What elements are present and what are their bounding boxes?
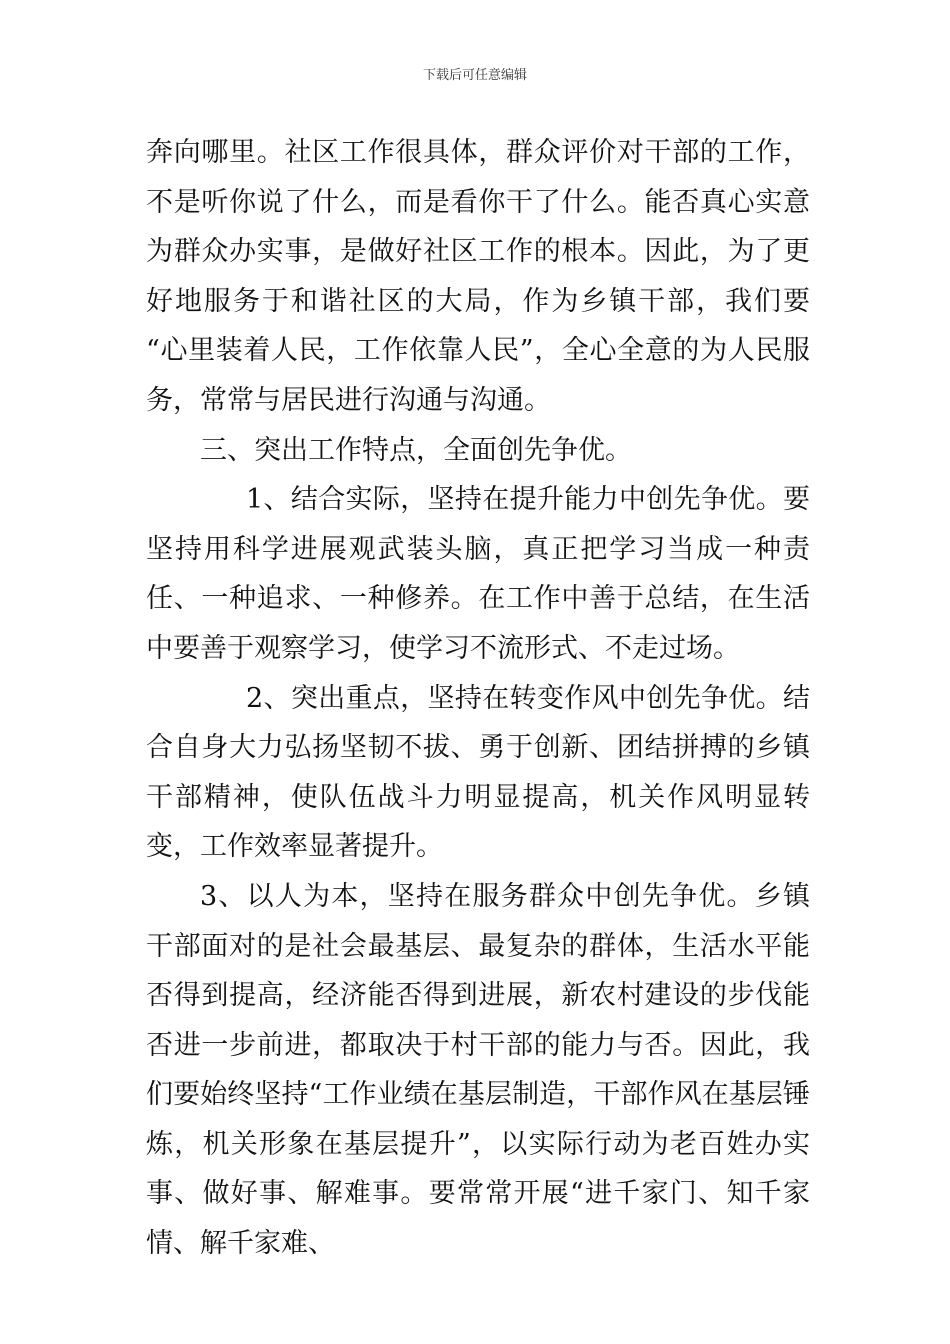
document-body (146, 128, 810, 1269)
page-header: 下载后可任意编辑 (422, 68, 527, 83)
paragraph-continuation: 奔向哪里。社区工作很具体，群众评价对干部的工作，不是听你说了什么，而是看你干了什么。能否真心实意为群众办实事，是做好社区工作的根本。因此，为了更好地服务于和谐社区的大局，作为乡镇干部，我们要 “心里装着人民，工作依靠人民”，全心全意的为人民服务，常常与居民进行沟通与沟通。 (146, 137, 810, 416)
paragraph-item-2: 2、突出重点，坚持在转变作风中创先争优。结合自身大力弘扬坚韧不拔、勇于创新、团结拼搏的乡镇干部精神，使队伍战斗力明显提高，机关作风明显转变，工作效率显著提升。 (146, 682, 810, 863)
section-heading-three: 三、突出工作特点，全面创先争优。 (200, 434, 632, 466)
paragraph-item-3: 3、以人为本，坚持在服务群众中创先争优。乡镇干部面对的是社会最基层、最复杂的群体，生活水平能否得到提高，经济能否得到进展，新农村建设的步伐能否进一步前进，都取决于村干部的能力与否。因此，我们要始终坚持“工作业绩在基层制造，干部作风在基层锤炼，机关形象在基层提升”，以实际行动为老百姓办实事、做好事、解难事。要常常开展“进千家门、知千家情、解千家难、 (146, 880, 810, 1260)
paragraph-item-1: 1、结合实际，坚持在提升能力中创先争优。要坚持用科学进展观武装头脑，真正把学习当成一种责任、一种追求、一种修养。在工作中善于总结，在生活中要善于观察学习，使学习不流形式、不走过场。 (146, 484, 810, 664)
